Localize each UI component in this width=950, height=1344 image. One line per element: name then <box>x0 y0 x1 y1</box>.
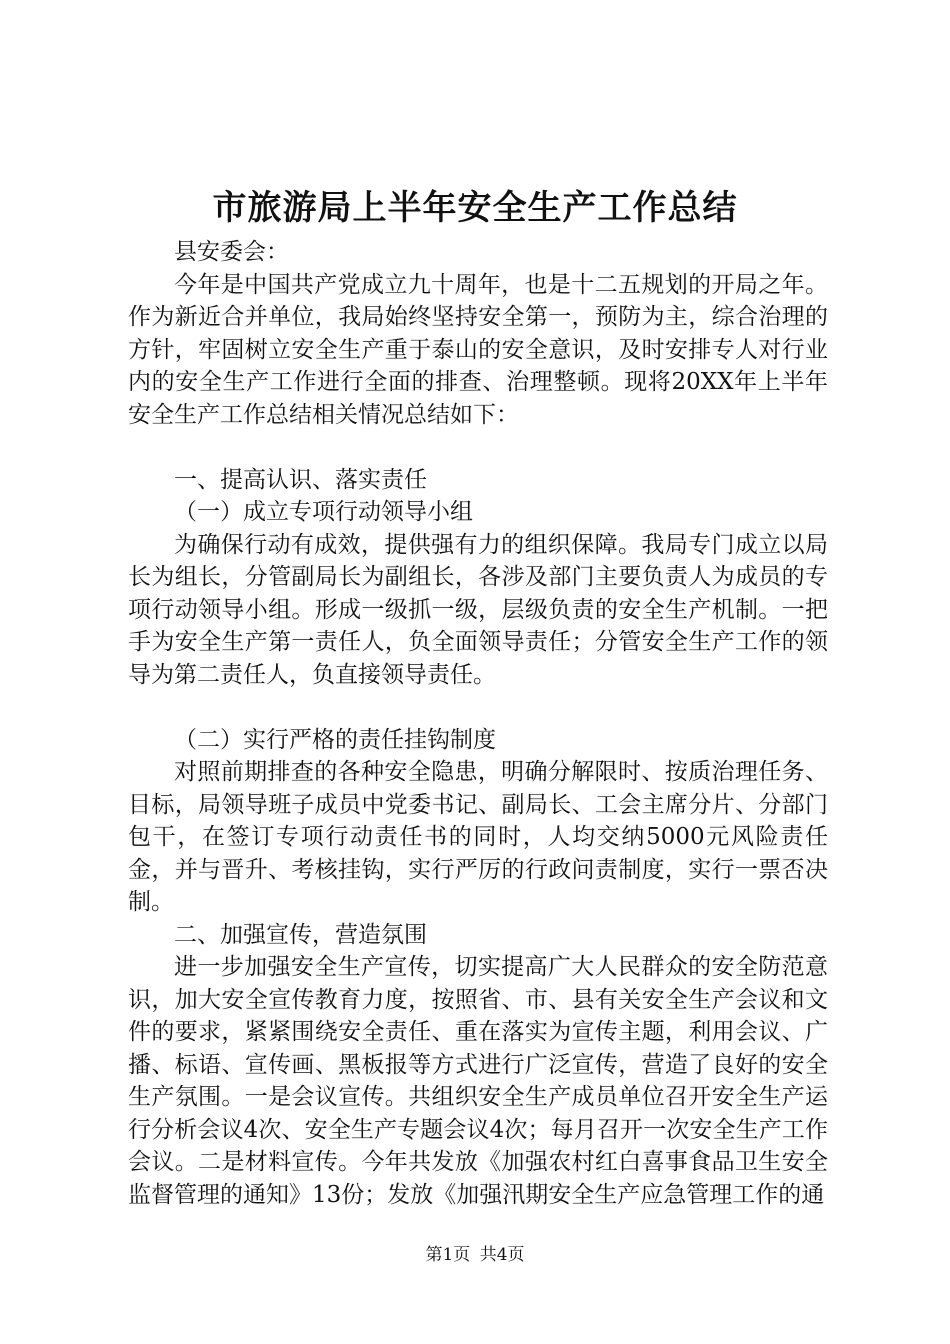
body-paragraph: 为确保行动有成效，提供强有力的组织保障。我局专门成立以局长为组长，分管副局长为副组长，各涉及部门主要负责人为成员的专项行动领导小组。形成一级抓一级，层级负责的安全生产机制。一把手为安全生产第一责任人，负全面领导责任；分管安全生产工作的领导为第二责任人，负直接领导责任。 <box>128 531 828 688</box>
subsection-heading-2: （二）实行严格的责任挂钩制度 <box>174 726 496 753</box>
section-heading-1: 一、提高认识、落实责任 <box>174 466 427 493</box>
page-footer <box>0 1243 950 1267</box>
document-title: 市旅游局上半年安全生产工作总结 <box>212 188 738 228</box>
body-paragraph: 进一步加强安全生产宣传，切实提高广大人民群众的安全防范意识，加大安全宣传教育力度，按照省、市、县有关安全生产会议和文件的要求，紧紧围绕安全责任、重在落实为宣传主题，利用会议、广播、标语、宣传画、黑板报等方式进行广泛宣传，营造了良好的安全生产氛围。一是会议宣传。共组织安全生产成员单位召开安全生产运行分析会议4次、安全生产专题会议4次；每月召开一次安全生产工作会议。二是材料宣传。今年共发放《加强农村红白喜事食品卫生安全监督管理的通知》13份；发放《加强汛期安全生产应急管理工作的通 <box>128 954 828 1208</box>
page-number: 第1页 <box>425 1245 471 1265</box>
subsection-heading-1: （一）成立专项行动领导小组 <box>174 499 473 525</box>
document-body <box>128 236 828 1211</box>
page-total: 共4页 <box>479 1245 525 1265</box>
intro-paragraph: 今年是中国共产党成立九十周年，也是十二五规划的开局之年。作为新近合并单位，我局始终坚持安全第一，预防为主，综合治理的方针，牢固树立安全生产重于泰山的安全意识，及时安排专人对行业内的安全生产工作进行全面的排查、治理整顿。现将20XX年上半年安全生产工作总结相关情况总结如下： <box>128 271 828 428</box>
body-paragraph: 对照前期排查的各种安全隐患，明确分解限时、按质治理任务、目标，局领导班子成员中党委书记、副局长、工会主席分片、分部门包干，在签订专项行动责任书的同时，人均交纳5000元风险责任金，并与晋升、考核挂钩，实行严厉的行政问责制度，实行一票否决制。 <box>128 759 828 915</box>
salutation: 县安委会： <box>174 239 289 265</box>
section-heading-2: 二、加强宣传，营造氛围 <box>174 921 427 948</box>
